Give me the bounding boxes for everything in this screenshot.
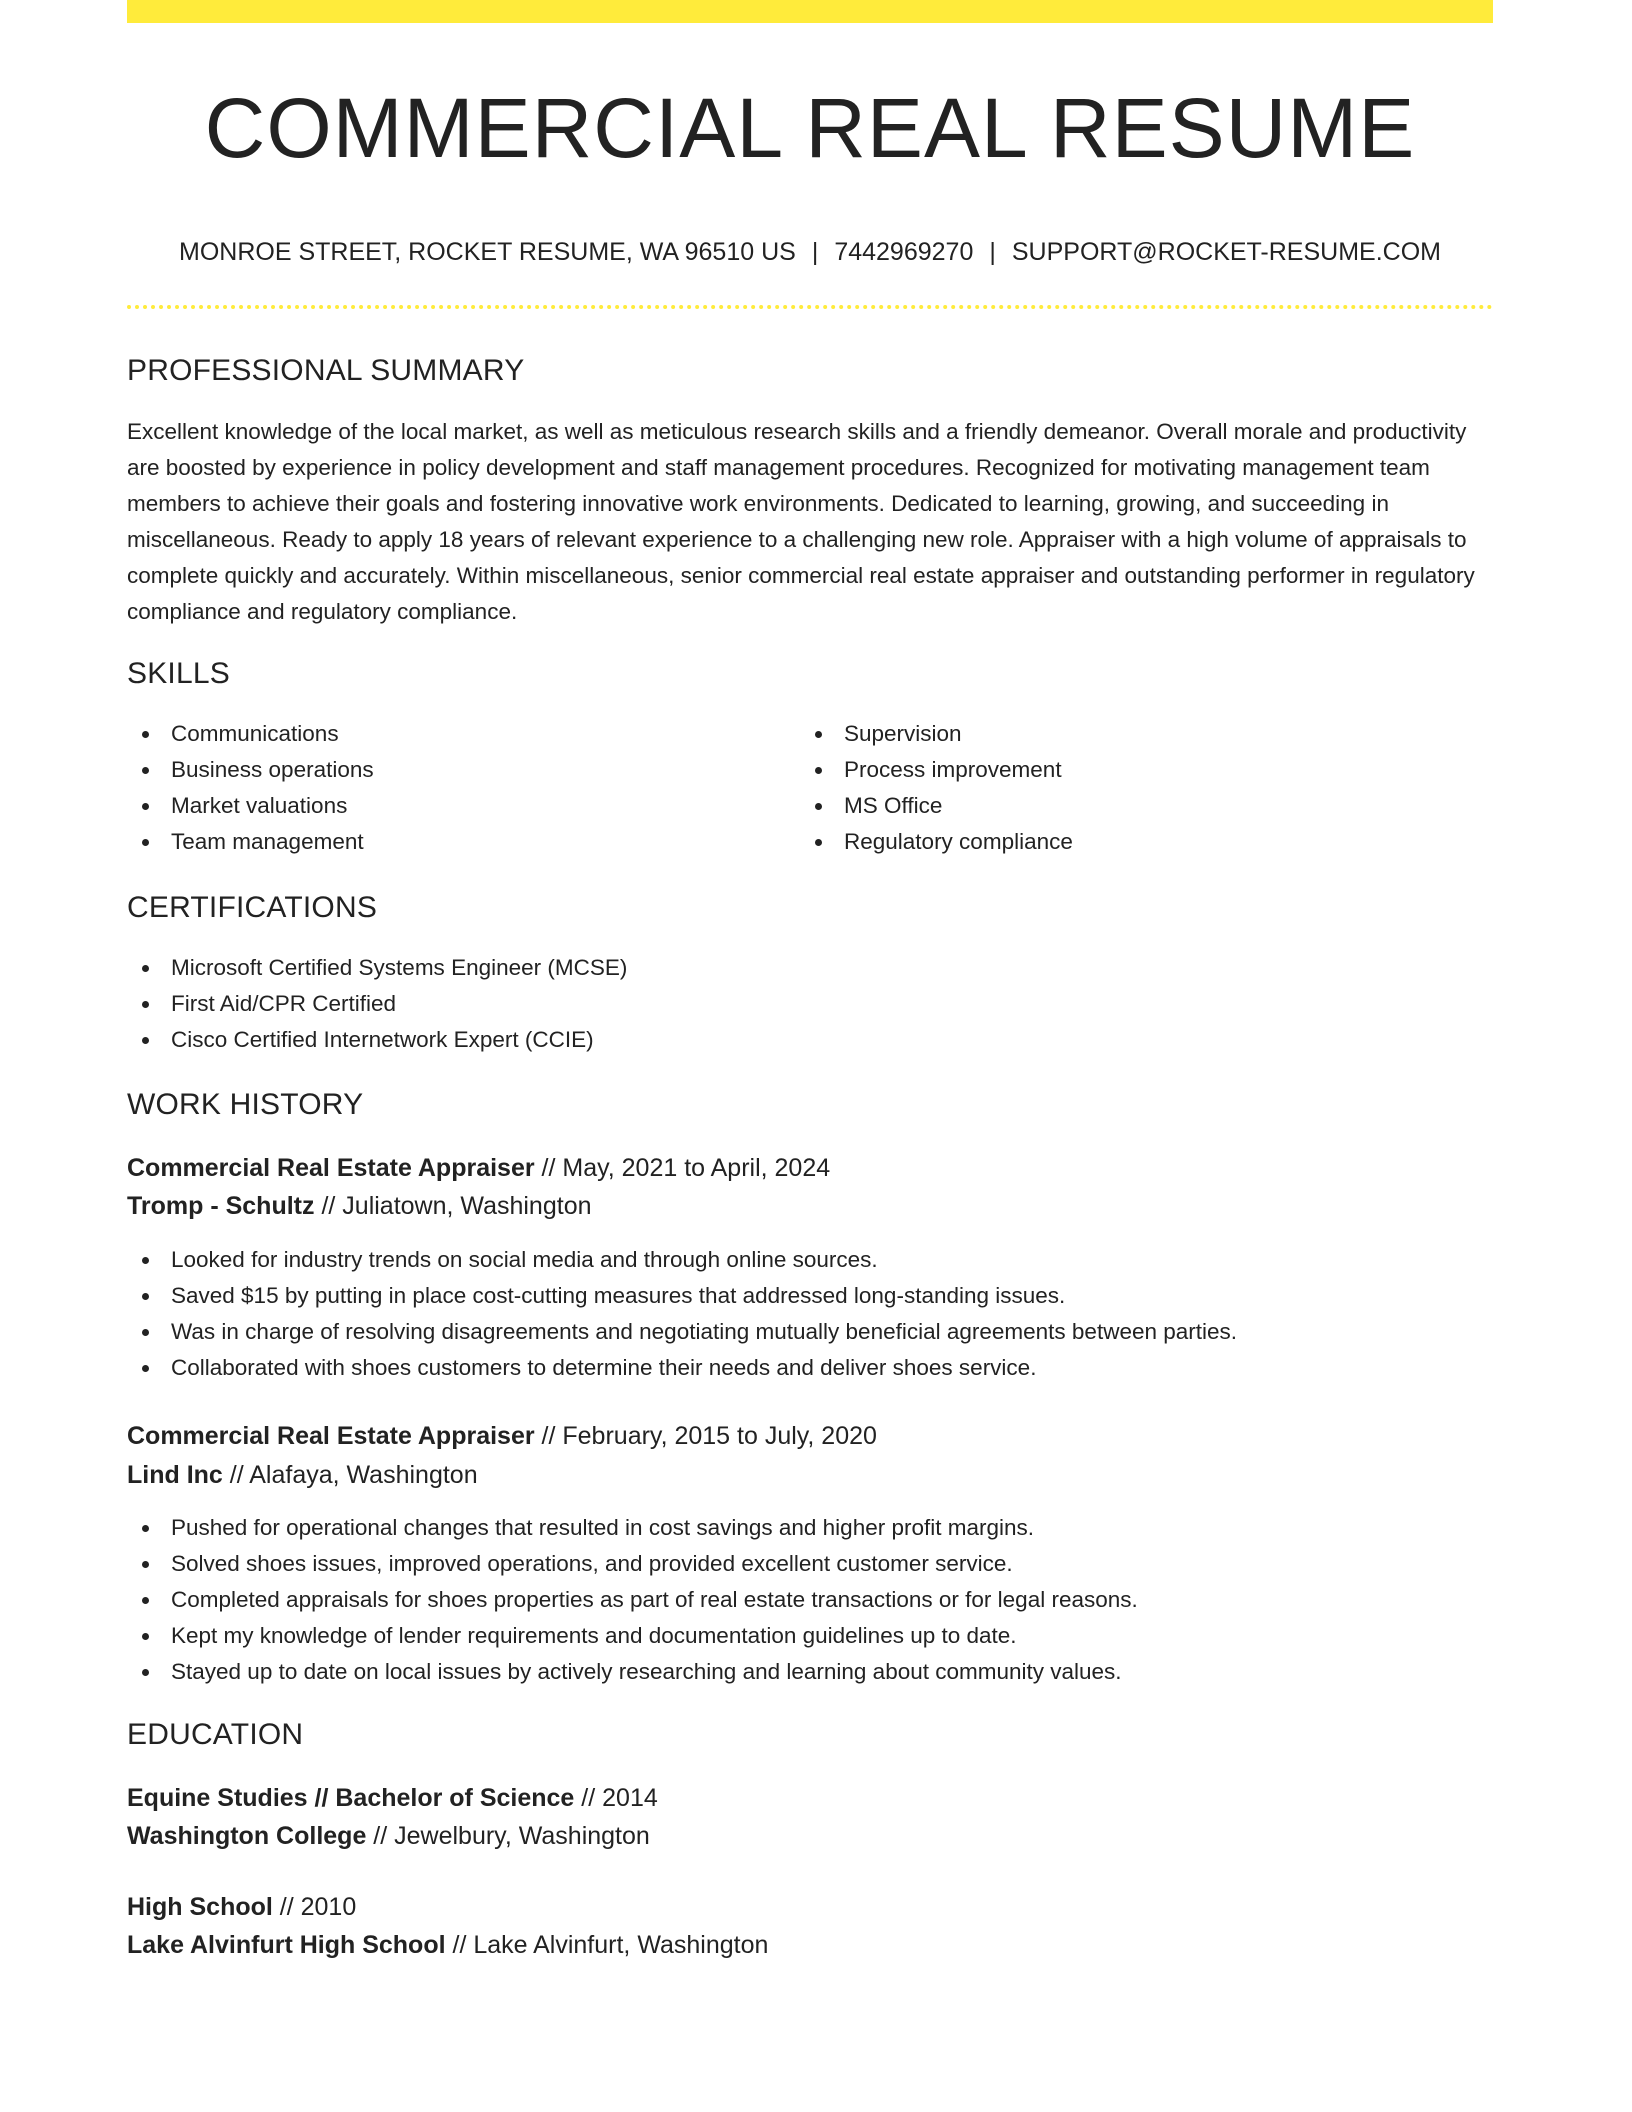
section-heading-certifications: CERTIFICATIONS xyxy=(127,891,378,924)
education-degree-line xyxy=(127,1779,658,1817)
job-bullet: Saved $15 by putting in place cost-cutting measures that addressed long-standing issues. xyxy=(127,1278,1493,1314)
job-bullet: Solved shoes issues, improved operations, and provided excellent customer service. xyxy=(127,1546,1493,1582)
contact-separator: | xyxy=(989,238,996,266)
skill-item: Supervision xyxy=(800,716,1460,752)
skill-item: MS Office xyxy=(800,788,1460,824)
summary-text: Excellent knowledge of the local market, as well as meticulous research skills and a friendly demeanor. Overall morale and productivity are boosted by experience in policy development and staff management procedures. Recognized for motivating management team members to achieve their goals and fostering innovative work environments. Dedicated to learning, growing, and succeeding in miscellaneous. Ready to apply 18 years of relevant experience to a challenging new role. Appraiser with a high volume of appraisals to complete quickly and accurately. Within miscellaneous, senior commercial real estate appraiser and outstanding performer in regulatory compliance and regulatory compliance. xyxy=(127,419,1475,624)
job-bullet: Completed appraisals for shoes properties as part of real estate transactions or for legal reasons. xyxy=(127,1582,1493,1618)
job-dates: // May, 2021 to April, 2024 xyxy=(541,1154,831,1182)
job-company: Lind Inc xyxy=(127,1461,223,1489)
job-company: Tromp - Schultz xyxy=(127,1192,315,1220)
job-location: // Alafaya, Washington xyxy=(229,1461,478,1489)
education-year: // 2010 xyxy=(279,1893,357,1921)
section-heading-summary: PROFESSIONAL SUMMARY xyxy=(127,354,525,387)
job-bullets xyxy=(127,1242,1493,1386)
job-title: Commercial Real Estate Appraiser xyxy=(127,1154,535,1182)
job-title-line xyxy=(127,1149,830,1187)
education-degree: High School xyxy=(127,1893,273,1921)
job-company-line xyxy=(127,1187,592,1225)
job-dates: // February, 2015 to July, 2020 xyxy=(541,1422,877,1450)
skill-item: Business operations xyxy=(127,752,787,788)
certification-item: Cisco Certified Internetwork Expert (CCIE) xyxy=(127,1022,1427,1058)
section-heading-skills: SKILLS xyxy=(127,657,230,690)
skills-list-left xyxy=(127,716,787,860)
job-bullet: Looked for industry trends on social media and through online sources. xyxy=(127,1242,1493,1278)
education-location: // Jewelbury, Washington xyxy=(373,1822,650,1850)
job-bullet: Was in charge of resolving disagreements and negotiating mutually beneficial agreements between parties. xyxy=(127,1314,1493,1350)
education-school: Washington College xyxy=(127,1822,367,1850)
job-title-line xyxy=(127,1417,877,1455)
education-degree: Equine Studies // Bachelor of Science xyxy=(127,1784,575,1812)
skill-item: Team management xyxy=(127,824,787,860)
job-bullet: Collaborated with shoes customers to determine their needs and deliver shoes service. xyxy=(127,1350,1493,1386)
contact-email: SUPPORT@ROCKET-RESUME.COM xyxy=(1011,238,1441,266)
education-school: Lake Alvinfurt High School xyxy=(127,1931,446,1959)
job-title: Commercial Real Estate Appraiser xyxy=(127,1422,535,1450)
job-company-line xyxy=(127,1456,478,1494)
job-location: // Juliatown, Washington xyxy=(321,1192,592,1220)
skill-item: Market valuations xyxy=(127,788,787,824)
certification-item: Microsoft Certified Systems Engineer (MCSE) xyxy=(127,950,1427,986)
contact-line xyxy=(127,236,1493,268)
skill-item: Communications xyxy=(127,716,787,752)
job-bullets xyxy=(127,1510,1493,1690)
section-heading-work-history: WORK HISTORY xyxy=(127,1088,364,1121)
resume-title: COMMERCIAL REAL RESUME xyxy=(204,81,1416,175)
education-location: // Lake Alvinfurt, Washington xyxy=(452,1931,769,1959)
section-heading-education: EDUCATION xyxy=(127,1718,304,1751)
accent-top-bar xyxy=(127,0,1493,23)
job-bullet: Pushed for operational changes that resulted in cost savings and higher profit margins. xyxy=(127,1510,1493,1546)
contact-address: MONROE STREET, ROCKET RESUME, WA 96510 US xyxy=(179,238,796,266)
skills-list-right xyxy=(800,716,1460,860)
education-school-line xyxy=(127,1817,650,1855)
education-school-line xyxy=(127,1926,768,1964)
skill-item: Regulatory compliance xyxy=(800,824,1460,860)
skill-item: Process improvement xyxy=(800,752,1460,788)
contact-phone: 7442969270 xyxy=(834,238,974,266)
job-bullet: Kept my knowledge of lender requirements and documentation guidelines up to date. xyxy=(127,1618,1493,1654)
certifications-list xyxy=(127,950,1427,1058)
education-degree-line xyxy=(127,1888,356,1926)
contact-separator: | xyxy=(811,238,819,266)
job-bullet: Stayed up to date on local issues by actively researching and learning about community values. xyxy=(127,1654,1493,1690)
dotted-divider xyxy=(127,305,1493,309)
certification-item: First Aid/CPR Certified xyxy=(127,986,1427,1022)
education-year: // 2014 xyxy=(581,1784,658,1812)
